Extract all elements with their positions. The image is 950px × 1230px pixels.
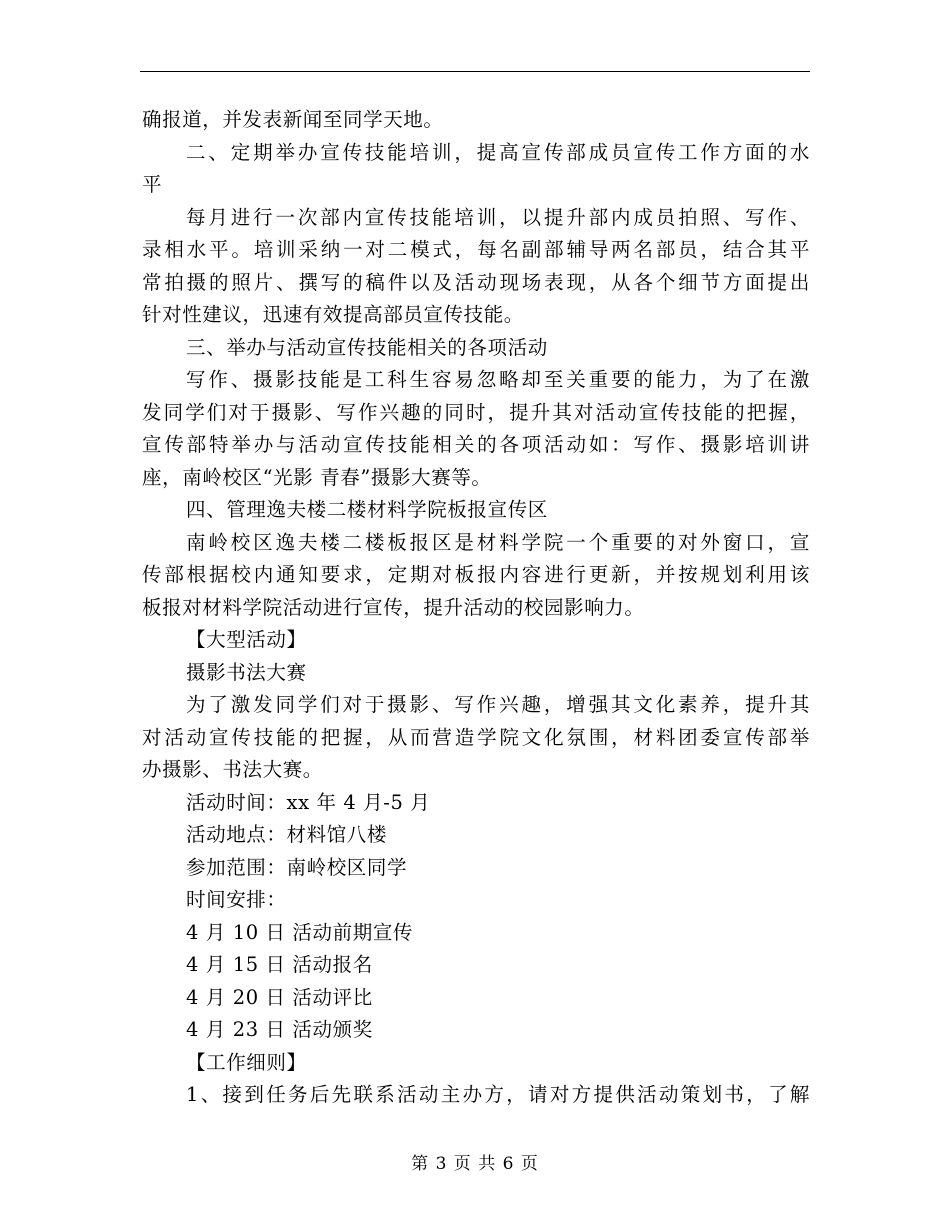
text-line: 时间安排： [186,888,287,911]
text-line: 板报对材料学院活动进行宣传，提升活动的校园影响力。 [142,595,645,619]
text-line: 确报道，并发表新闻至同学天地。 [142,108,444,131]
text-line: 【工作细则】 [186,1050,307,1074]
text-line: 【大型活动】 [186,628,307,651]
header-rule [140,71,810,72]
text-line: 4 月 20 日 活动评比 [186,985,373,1009]
text-line: 发同学们对于摄影、写作兴趣的同时，提升其对活动宣传技能的把握， [142,400,810,424]
text-line: 常拍摄的照片、撰写的稿件以及活动现场表现，从各个细节方面提出 [142,270,810,294]
text-line: 对活动宣传技能的把握，从而营造学院文化氛围，材料团委宣传部举 [142,725,810,749]
text-line: 二、定期举办宣传技能培训，提高宣传部成员宣传工作方面的水 [186,140,810,164]
page-number: 第 3 页 共 6 页 [411,1154,539,1174]
text-line: 活动时间：xx 年 4 月-5 月 [186,790,431,814]
text-line: 每月进行一次部内宣传技能培训，以提升部内成员拍照、写作、 [186,205,810,229]
text-line: 参加范围：南岭校区同学 [186,855,408,879]
document-body [142,104,810,1112]
text-line: 三、举办与活动宣传技能相关的各项活动 [186,335,548,359]
text-line: 活动地点：材料馆八楼 [186,823,388,846]
text-line: 为了激发同学们对于摄影、写作兴趣，增强其文化素养，提升其 [186,693,810,716]
text-line: 写作、摄影技能是工科生容易忽略却至关重要的能力，为了在激 [186,368,810,391]
text-line: 4 月 23 日 活动颁奖 [186,1018,373,1041]
text-line: 录相水平。培训采纳一对二模式，每名副部辅导两名部员，结合其平 [142,238,810,261]
text-line: 4 月 15 日 活动报名 [186,953,373,976]
text-line: 平 [142,173,163,196]
text-line: 南岭校区逸夫楼二楼板报区是材料学院一个重要的对外窗口，宣 [186,530,810,554]
text-line: 传部根据校内通知要求，定期对板报内容进行更新，并按规划利用该 [142,563,810,586]
text-line: 1、接到任务后先联系活动主办方，请对方提供活动策划书，了解 [186,1083,810,1106]
text-line: 4 月 10 日 活动前期宣传 [186,920,414,944]
text-line: 宣传部特举办与活动宣传技能相关的各项活动如：写作、摄影培训讲 [142,433,810,456]
text-line: 针对性建议，迅速有效提高部员宣传技能。 [142,303,524,326]
text-line: 四、管理逸夫楼二楼材料学院板报宣传区 [186,498,548,521]
text-line: 办摄影、书法大赛。 [142,758,323,781]
text-line: 摄影书法大赛 [186,660,307,684]
text-line: 座，南岭校区“光影 青春”摄影大赛等。 [142,465,492,489]
